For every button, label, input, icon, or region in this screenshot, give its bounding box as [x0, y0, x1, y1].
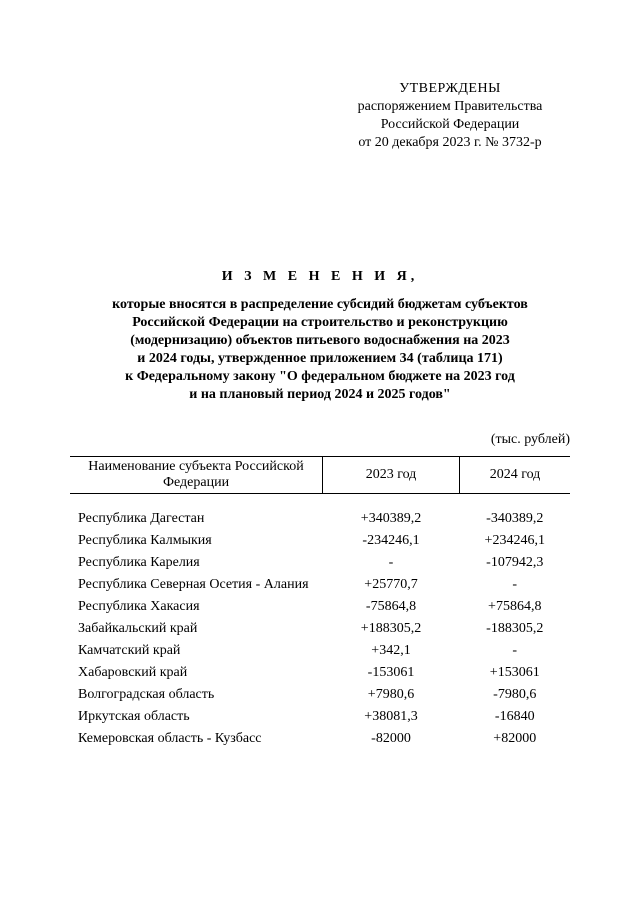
units-label: (тыс. рублей) — [490, 432, 570, 447]
region-cell: Волгоградская область — [78, 687, 215, 702]
table-row — [70, 662, 570, 684]
table-row — [70, 618, 570, 640]
value-2024-cell: +75864,8 — [488, 599, 542, 614]
value-2023-cell: -82000 — [371, 731, 411, 746]
table-row — [70, 706, 570, 728]
title-line: которые вносятся в распределение субсидий бюджетам субъектов — [112, 297, 528, 312]
value-2024-cell: -340389,2 — [486, 511, 544, 526]
table-row — [70, 596, 570, 618]
approval-line-1: распоряжением Правительства — [357, 99, 543, 114]
value-2024-cell: -7980,6 — [493, 687, 537, 702]
value-2023-cell: +7980,6 — [367, 687, 415, 702]
value-2024-cell: +82000 — [493, 731, 537, 746]
value-2023-cell: +25770,7 — [364, 577, 418, 592]
header-2023: 2023 год — [323, 457, 460, 494]
value-2024-cell: +234246,1 — [484, 533, 545, 548]
table-row — [70, 640, 570, 662]
value-2023-cell: +38081,3 — [364, 709, 418, 724]
value-2024-cell: +153061 — [489, 665, 540, 680]
region-cell: Республика Северная Осетия - Алания — [78, 577, 309, 592]
title-line: (модернизацию) объектов питьевого водоснабжения на 2023 — [130, 333, 510, 348]
table-row — [70, 684, 570, 706]
table-row — [70, 574, 570, 596]
region-cell: Республика Карелия — [78, 555, 200, 570]
table-row — [70, 530, 570, 552]
header-2024: 2024 год — [460, 457, 571, 494]
value-2024-cell: -107942,3 — [486, 555, 544, 570]
region-cell: Республика Дагестан — [78, 511, 205, 526]
value-2024-cell: - — [512, 577, 518, 592]
value-2024-cell: - — [512, 643, 518, 658]
approval-line-2: Российской Федерации — [380, 117, 520, 132]
table-body — [70, 494, 570, 751]
approval-head: УТВЕРЖДЕНЫ — [399, 81, 501, 96]
title-line: и 2024 годы, утвержденное приложением 34 (таблица 171) — [137, 351, 503, 366]
table-row — [70, 552, 570, 574]
table-row — [70, 728, 570, 750]
title-line: к Федеральному закону "О федеральном бюджете на 2023 год — [125, 369, 515, 384]
value-2023-cell: - — [388, 555, 394, 570]
title-main: И З М Е Н Е Н И Я, — [221, 269, 419, 284]
value-2024-cell: -188305,2 — [486, 621, 544, 636]
region-cell: Республика Калмыкия — [78, 533, 212, 548]
region-cell: Хабаровский край — [78, 665, 188, 680]
value-2023-cell: -234246,1 — [362, 533, 420, 548]
value-2023-cell: +340389,2 — [360, 511, 422, 526]
table-row — [70, 508, 570, 530]
region-cell: Забайкальский край — [78, 621, 198, 636]
region-cell: Кемеровская область - Кузбасс — [78, 731, 262, 746]
approval-line-3: от 20 декабря 2023 г. № 3732-р — [358, 135, 542, 150]
subsidy-table — [70, 456, 570, 750]
value-2024-cell: -16840 — [494, 709, 535, 724]
document-title — [70, 268, 570, 404]
title-line: Российской Федерации на строительство и реконструкцию — [132, 315, 508, 330]
header-region: Наименование субъекта Российской Федерации — [70, 457, 323, 494]
region-cell: Камчатский край — [78, 643, 181, 658]
value-2023-cell: +342,1 — [371, 643, 411, 658]
table-header-row — [70, 457, 570, 494]
approval-stamp — [340, 80, 560, 152]
region-cell: Республика Хакасия — [78, 599, 200, 614]
value-2023-cell: +188305,2 — [360, 621, 422, 636]
region-cell: Иркутская область — [78, 709, 190, 724]
title-line: и на плановый период 2024 и 2025 годов" — [189, 387, 451, 402]
value-2023-cell: -153061 — [367, 665, 415, 680]
value-2023-cell: -75864,8 — [365, 599, 417, 614]
